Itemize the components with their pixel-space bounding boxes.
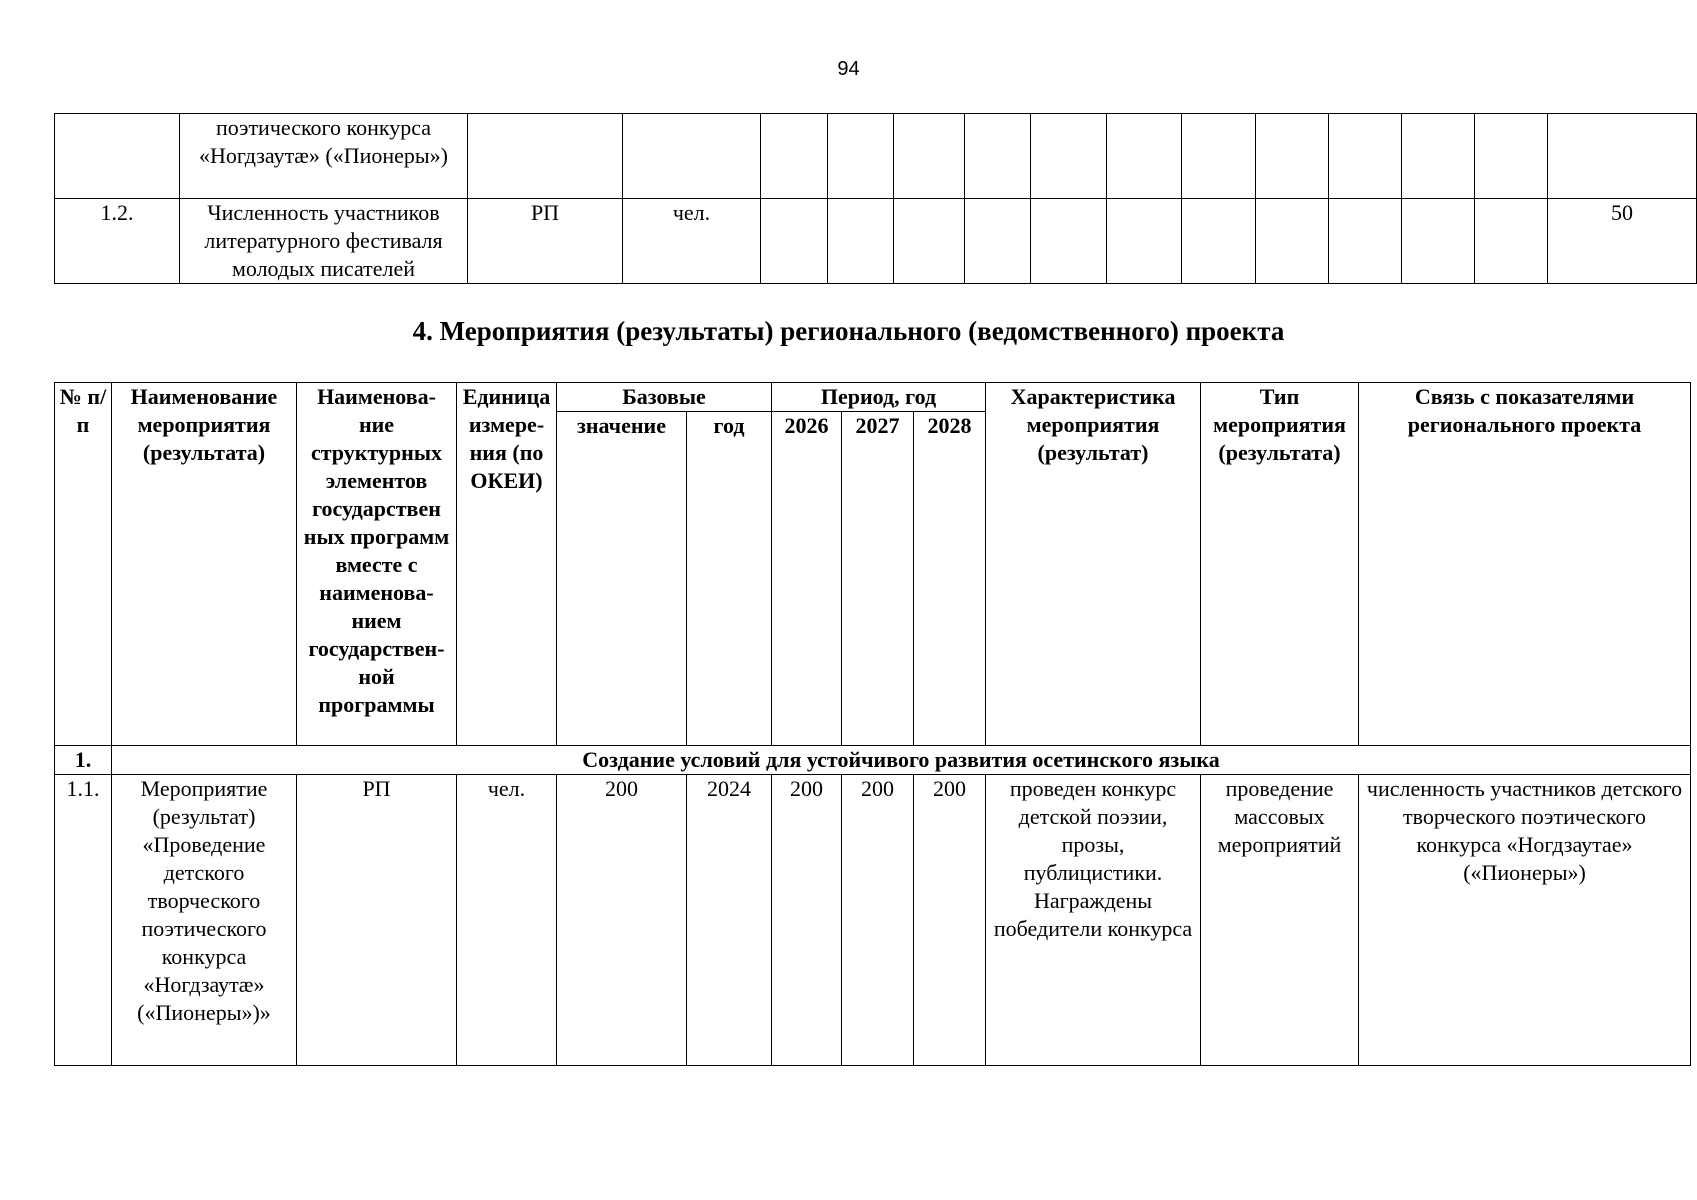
row-number: 1.2. — [55, 199, 180, 284]
unit: чел. — [457, 775, 557, 1066]
indicator-level: РП — [468, 199, 623, 284]
value-2026: 200 — [772, 775, 842, 1066]
header-base: Базовые — [557, 383, 772, 412]
base-year: 2024 — [687, 775, 772, 1066]
activity-characteristic: проведен конкурс детской поэзии, прозы, публицистики. Награждены победители конкурса — [986, 775, 1201, 1066]
table-row — [55, 199, 1697, 284]
table-row — [55, 775, 1691, 1066]
indicator-level — [468, 114, 623, 199]
indicator-value — [1548, 114, 1697, 199]
row-number — [55, 114, 180, 199]
header-base-value: значение — [557, 412, 687, 746]
header-base-year: год — [687, 412, 772, 746]
activities-table — [54, 382, 1691, 1066]
header-row — [55, 383, 1691, 412]
activity-name: Мероприятие (результат) «Проведение детского творческого поэтического конкурса «Ногдзаутæ» («Пионеры»)» — [112, 775, 297, 1066]
header-name: Наименование мероприятия (результата) — [112, 383, 297, 746]
table-row — [55, 114, 1697, 199]
header-type: Тип мероприятия (результата) — [1201, 383, 1359, 746]
indicator-name: Численность участников литературного фестиваля молодых писателей — [180, 199, 468, 284]
structural-element: РП — [297, 775, 457, 1066]
header-2028: 2028 — [914, 412, 986, 746]
value-2027: 200 — [842, 775, 914, 1066]
header-period: Период, год — [772, 383, 986, 412]
header-2026: 2026 — [772, 412, 842, 746]
group-row — [55, 746, 1691, 775]
group-title: Создание условий для устойчивого развития осетинского языка — [112, 746, 1691, 775]
row-number: 1.1. — [55, 775, 112, 1066]
indicator-link: численность участников детского творческого поэтического конкурса «Ногдзаутае» («Пионеры») — [1359, 775, 1691, 1066]
header-characteristic: Характеристика мероприятия (результат) — [986, 383, 1201, 746]
header-2027: 2027 — [842, 412, 914, 746]
indicator-name: поэтического конкурса «Ногдзаутæ» («Пионеры») — [180, 114, 468, 199]
indicator-unit: чел. — [623, 199, 761, 284]
activity-type: проведение массовых мероприятий — [1201, 775, 1359, 1066]
indicators-table — [54, 113, 1697, 284]
header-unit: Единица измере-ния (по ОКЕИ) — [457, 383, 557, 746]
indicator-unit — [623, 114, 761, 199]
section-title: 4. Мероприятия (результаты) регионального (ведомственного) проекта — [412, 316, 1285, 346]
indicator-value: 50 — [1548, 199, 1697, 284]
page-number: 94 — [837, 58, 860, 80]
value-2028: 200 — [914, 775, 986, 1066]
group-number: 1. — [55, 746, 112, 775]
base-value: 200 — [557, 775, 687, 1066]
header-link: Связь с показателями регионального проекта — [1359, 383, 1691, 746]
header-struct: Наименова-ние структурных элементов государствен ных программ вместе с наименова-нием государствен-ной программы — [297, 383, 457, 746]
header-num: № п/п — [55, 383, 112, 746]
